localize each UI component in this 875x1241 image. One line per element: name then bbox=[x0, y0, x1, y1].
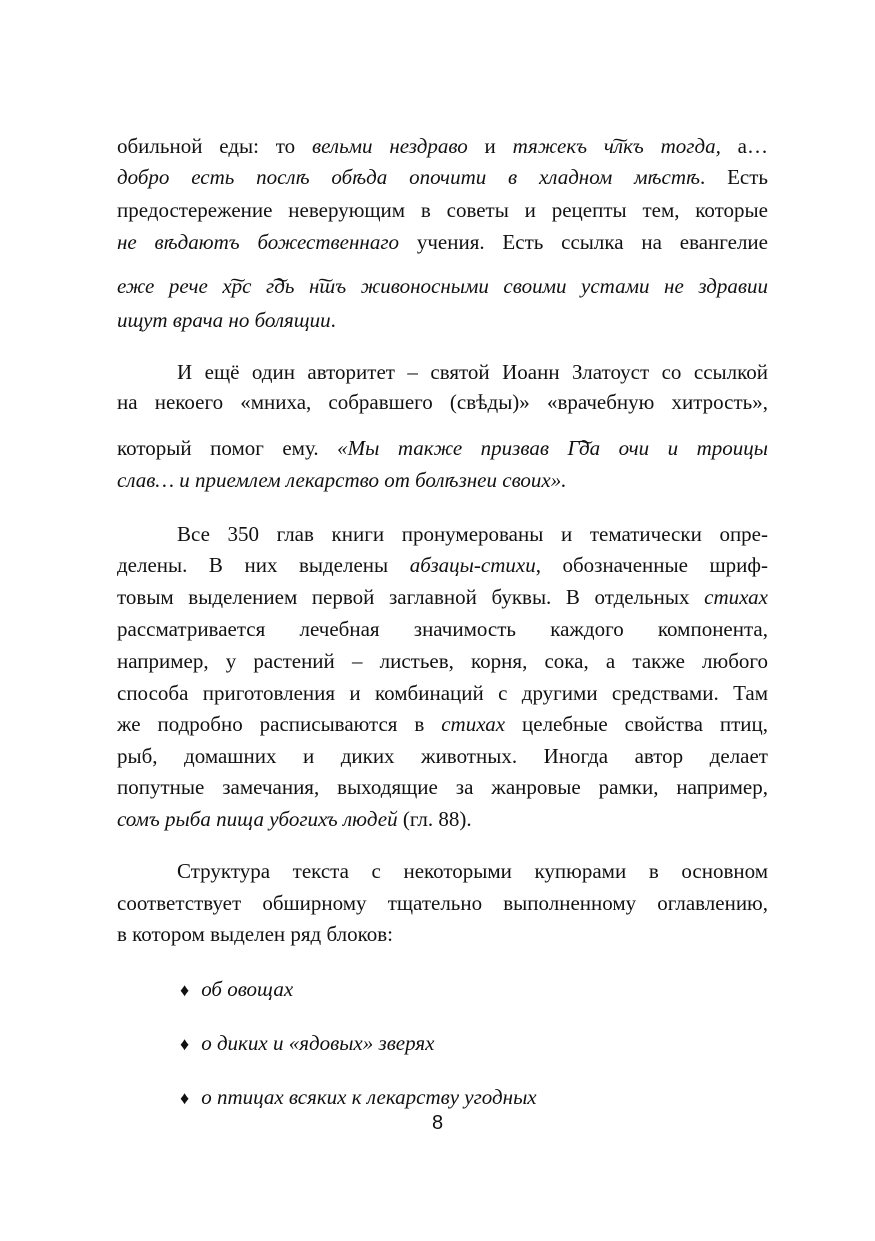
italic-run: еже рече х͠рс г͠дь н͠шъ живоносными своими устами не здравии bbox=[117, 274, 768, 298]
italic-run: абзацы-стихи bbox=[409, 553, 536, 577]
para3-line7 bbox=[117, 710, 768, 738]
text-run: И ещё один авторитет – святой Иоанн Златоуст со ссылкой bbox=[177, 360, 768, 384]
bullet-text: о птицах всяких к лекарству угодных bbox=[201, 1085, 537, 1109]
para3-line8 bbox=[117, 742, 768, 770]
para4-line3 bbox=[117, 920, 768, 948]
italic-run: вельми нездраво bbox=[312, 134, 468, 158]
italic-run: тяжекъ ч͠лкъ тогда, bbox=[512, 134, 721, 158]
text-run: учения. Есть ссылка на евангелие bbox=[399, 230, 768, 254]
italic-run: добро есть послѣ обѣда опочити в хладном мѣстѣ bbox=[117, 165, 701, 189]
italic-run: слав… и приемлем лекарство от болѣзнеи своих». bbox=[117, 468, 567, 492]
bullet-item bbox=[180, 1083, 831, 1112]
para3-line4 bbox=[117, 615, 768, 643]
text-run: обильной еды: то bbox=[117, 134, 312, 158]
text-run: на некоего «мниха, собравшего (свѣды)» «врачебную хитрость», bbox=[117, 390, 768, 414]
text-run: который помог ему. bbox=[117, 436, 338, 460]
text-run: товым выделением первой заглавной буквы. В отдельных bbox=[117, 585, 705, 609]
diamond-bullet-icon: ♦ bbox=[180, 1034, 190, 1054]
para3-line6 bbox=[117, 679, 768, 707]
text-run: рыб, домашних и диких животных. Иногда автор делает bbox=[117, 744, 768, 768]
text-run: и bbox=[467, 134, 513, 158]
bullet-item bbox=[180, 975, 831, 1004]
italic-run: стихах bbox=[441, 712, 506, 736]
para3-line9 bbox=[117, 773, 768, 801]
para1-line1 bbox=[117, 132, 768, 160]
para2-line3 bbox=[117, 434, 768, 462]
para1-line6 bbox=[117, 306, 768, 334]
text-run: . Есть bbox=[700, 165, 769, 189]
text-run: а… bbox=[720, 134, 769, 158]
para1-line2 bbox=[117, 163, 768, 191]
para3-line3 bbox=[117, 583, 768, 611]
text-run: Структура текста с некоторыми купюрами в основном bbox=[177, 859, 768, 883]
para3-line1 bbox=[177, 520, 768, 548]
text-run: делены. В них выделены bbox=[117, 553, 410, 577]
text-run: способа приготовления и комбинаций с другими средствами. Там bbox=[117, 681, 768, 705]
para3-line5 bbox=[117, 647, 768, 675]
text-run: (гл. 88). bbox=[397, 807, 472, 831]
italic-run: «Мы также призвав Г͠да очи и троицы bbox=[337, 436, 769, 460]
para1-line5 bbox=[117, 272, 768, 300]
text-run: , обозначенные шриф- bbox=[535, 553, 768, 577]
diamond-bullet-icon: ♦ bbox=[180, 1088, 190, 1108]
para2-line4 bbox=[117, 466, 768, 494]
text-run: рассматривается лечебная значимость каждого компонента, bbox=[117, 617, 768, 641]
para3-line10 bbox=[117, 805, 768, 833]
italic-run: ищут врача но болящии bbox=[117, 308, 331, 332]
text-run: соответствует обширному тщательно выполненному оглавлению, bbox=[117, 891, 768, 915]
diamond-bullet-icon: ♦ bbox=[180, 980, 190, 1000]
bullet-item bbox=[180, 1029, 831, 1058]
page-number: 8 bbox=[431, 1112, 444, 1134]
bullet-text: об овощах bbox=[201, 977, 294, 1001]
italic-run: не вѣдаютъ божественнаго bbox=[117, 230, 400, 254]
para3-line2 bbox=[117, 551, 768, 579]
para2-line1 bbox=[177, 358, 768, 386]
bullet-text: о диких и «ядовых» зверях bbox=[201, 1031, 435, 1055]
text-run: Все 350 глав книги пронумерованы и тематически опре- bbox=[177, 522, 768, 546]
italic-run: стихах bbox=[704, 585, 768, 609]
text-run: целебные свойства птиц, bbox=[505, 712, 768, 736]
italic-run: сомъ рыба пища убогихъ людей bbox=[117, 807, 398, 831]
para1-line3 bbox=[117, 196, 768, 224]
text-run: например, у растений – листьев, корня, сока, а также любого bbox=[117, 649, 768, 673]
text-run: попутные замечания, выходящие за жанровые рамки, например, bbox=[117, 775, 768, 799]
text-run: в котором выделен ряд блоков: bbox=[117, 922, 394, 946]
para4-line2 bbox=[117, 889, 768, 917]
para4-line1 bbox=[177, 857, 768, 885]
para1-line4 bbox=[117, 228, 768, 256]
text-run: предостережение неверующим в советы и рецепты тем, которые bbox=[117, 198, 768, 222]
para2-line2 bbox=[117, 388, 768, 416]
text-run: . bbox=[330, 308, 336, 332]
text-run: же подробно расписываются в bbox=[117, 712, 442, 736]
